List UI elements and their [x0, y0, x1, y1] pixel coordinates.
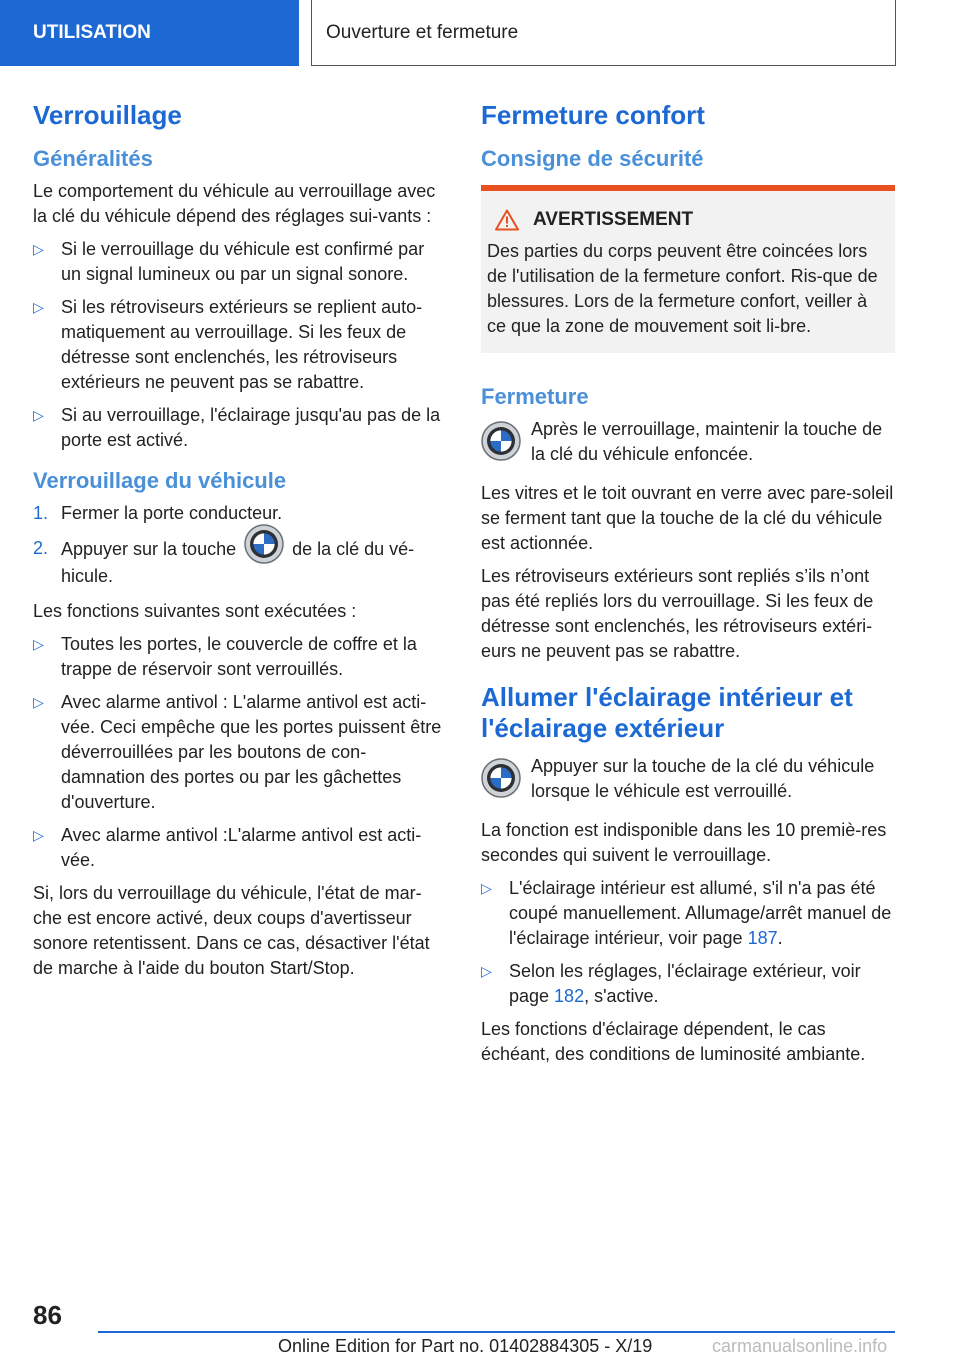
- step-item: 1. Fermer la porte conducteur.: [33, 503, 283, 523]
- lighting-paragraph-2: Les fonctions d'éclairage dépendent, le cas échéant, des conditions de luminosité ambiante.: [481, 1019, 866, 1064]
- heading-lighting: Allumer l'éclairage intérieur et l'éclairage extérieur: [481, 682, 853, 743]
- right-column: [481, 100, 895, 1075]
- bmw-key-button-icon: [481, 758, 521, 798]
- heading-general: Généralités: [33, 146, 153, 171]
- general-list: [33, 237, 447, 453]
- lock-closing-paragraph: Si, lors du verrouillage du véhicule, l'état de mar-che est encore activé, deux coups d'avertisseur sonore retentissent. Dans ce cas, désactiver l'état de marche à l'aide du bouton Start/Stop.: [33, 883, 430, 978]
- page-link-182[interactable]: 182: [554, 986, 585, 1006]
- list-item: ▷ Si les rétroviseurs extérieurs se replient auto-matiquement au verrouillage. Si les feux de détresse sont enclenchés, les rétroviseurs extérieurs ne peuvent pas se rabattre.: [33, 297, 423, 392]
- general-intro: Le comportement du véhicule au verrouillage avec la clé du véhicule dépend des réglages sui-vants :: [33, 181, 436, 226]
- warning-triangle-icon: [495, 209, 519, 231]
- section-tab[interactable]: UTILISATION: [0, 0, 299, 66]
- list-item: ▷ Si le verrouillage du véhicule est confirmé par un signal lumineux ou par un signal sonore.: [33, 239, 425, 284]
- lighting-paragraph-1: La fonction est indisponible dans les 10 premiè-res secondes qui suivent le verrouillage.: [481, 820, 887, 865]
- list-item: ▷ L'éclairage intérieur est allumé, s'il n'a pas été coupé manuellement. Allumage/arrêt manuel de l'éclairage intérieur, voir page 187.: [481, 878, 892, 948]
- closing-paragraph-2: Les rétroviseurs extérieurs sont repliés s’ils n’ont pas été repliés lors du verrouillage. Si les feux de détresse sont enclenchés, les rétroviseurs extéri-eurs ne peuvent pas se rabattre.: [481, 566, 874, 661]
- list-item: ▷ Toutes les portes, le couvercle de coffre et la trappe de réservoir sont verrouillés.: [33, 634, 417, 679]
- step-item: 2. Appuyer sur la touche de la clé du vé-hicule.: [33, 536, 447, 589]
- lighting-key-instruction: Appuyer sur la touche de la clé du véhicule lorsque le véhicule est verrouillé.: [481, 754, 895, 804]
- heading-safety: Consigne de sécurité: [481, 146, 704, 171]
- watermark: carmanualsonline.info: [712, 1336, 888, 1356]
- footer-divider: [98, 1331, 895, 1333]
- warning-box: [481, 185, 895, 353]
- heading-comfort-closing: Fermeture confort: [481, 100, 705, 130]
- heading-vehicle-lock: Verrouillage du véhicule: [33, 468, 287, 493]
- triangle-bullet-icon: ▷: [33, 407, 44, 423]
- footer-edition: Online Edition for Part no. 01402884305 - X/19: [278, 1336, 653, 1356]
- list-item: ▷ Avec alarme antivol : L'alarme antivol est acti-vée. Ceci empêche que les portes puissent être déverrouillées par les boutons de con-damnation des portes ou par les gâchettes d'ouverture.: [33, 692, 442, 812]
- triangle-bullet-icon: ▷: [33, 694, 44, 710]
- warning-text: Des parties du corps peuvent être coincées lors de l'utilisation de la fermeture confort. Ris-que de blessures. Lors de la fermeture confort, veiller à ce que la zone de mouvement soit li-bre.: [487, 241, 878, 336]
- list-item: ▷ Selon les réglages, l'éclairage extérieur, voir page 182, s'active.: [481, 961, 861, 1006]
- triangle-bullet-icon: ▷: [33, 636, 44, 652]
- triangle-bullet-icon: ▷: [33, 299, 44, 315]
- heading-closing: Fermeture: [481, 384, 589, 409]
- triangle-bullet-icon: ▷: [33, 827, 44, 843]
- closing-key-instruction: Après le verrouillage, maintenir la touche de la clé du véhicule enfoncée.: [481, 417, 895, 467]
- left-column: [33, 100, 447, 989]
- closing-paragraph-1: Les vitres et le toit ouvrant en verre avec pare-soleil se ferment tant que la touche de la clé du véhicule est actionnée.: [481, 483, 894, 553]
- list-item: ▷ Avec alarme antivol :L'alarme antivol est acti-vée.: [33, 825, 422, 870]
- triangle-bullet-icon: ▷: [481, 963, 492, 979]
- page-header: [0, 0, 960, 66]
- bmw-key-button-icon: [481, 421, 521, 461]
- functions-list: [33, 632, 447, 873]
- bmw-key-button-icon: [244, 524, 284, 564]
- chapter-tab[interactable]: Ouverture et fermeture: [311, 0, 896, 66]
- triangle-bullet-icon: ▷: [33, 241, 44, 257]
- page-number: 86: [33, 1300, 62, 1330]
- page-link-187[interactable]: 187: [747, 928, 778, 948]
- list-item: ▷ Si au verrouillage, l'éclairage jusqu'au pas de la porte est activé.: [33, 405, 441, 450]
- warning-title: AVERTISSEMENT: [487, 209, 887, 231]
- functions-intro: Les fonctions suivantes sont exécutées :: [33, 601, 357, 621]
- triangle-bullet-icon: ▷: [481, 880, 492, 896]
- lighting-list: [481, 876, 895, 1009]
- steps-list: [33, 501, 447, 589]
- heading-locking: Verrouillage: [33, 100, 182, 130]
